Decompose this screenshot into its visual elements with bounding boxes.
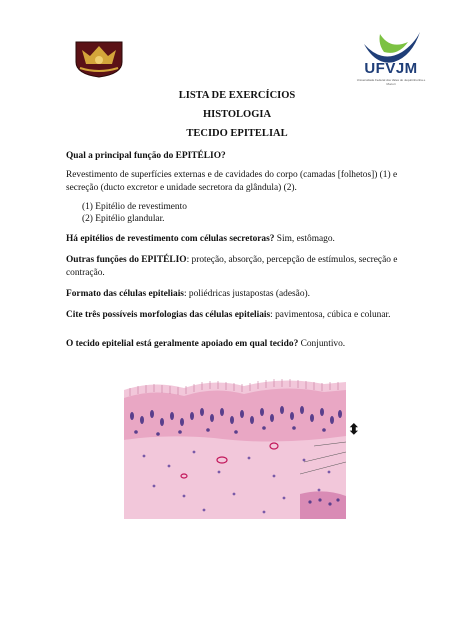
- answer-text: Conjuntivo.: [298, 339, 346, 349]
- university-crest-icon: [72, 40, 126, 78]
- logo-text: UFVJM: [364, 60, 418, 77]
- answer-text: Sim, estômago.: [274, 234, 335, 244]
- title-line: LISTA DE EXERCÍCIOS: [178, 90, 296, 101]
- title-line: HISTOLOGIA: [202, 109, 272, 120]
- question-text: Há epitélios de revestimento com células secretoras?: [66, 234, 275, 244]
- function-list: [82, 201, 416, 225]
- question-text: Formato das células epiteliais: [66, 289, 184, 299]
- exercise-body: [66, 150, 416, 359]
- histology-micrograph: [124, 376, 360, 519]
- logo-subtext: Universidade Federal dos Vales do Jequitinhonha e Mucuri: [356, 78, 426, 86]
- answer-text: : pavimentosa, cúbica e colunar.: [270, 310, 391, 320]
- svg-text:⬍: ⬍: [348, 423, 360, 438]
- question-text: Qual a principal função do EPITÉLIO?: [66, 151, 226, 161]
- list-item: (2) Epitélio glandular.: [82, 214, 165, 224]
- list-item: (1) Epitélio de revestimento: [82, 202, 187, 212]
- question-text: Outras funções do EPITÉLIO: [66, 255, 187, 265]
- answer-text: : proteção, absorção, percepção de estímulos, secreção e contração.: [66, 255, 398, 278]
- title-line: TECIDO EPITELIAL: [186, 128, 288, 139]
- answer-text: : poliédricas justapostas (adesão).: [183, 289, 310, 299]
- question-text: O tecido epitelial está geralmente apoiado em qual tecido?: [66, 339, 299, 349]
- answer-text: Revestimento de superfícies externas e de cavidades do corpo (camadas [folhetos]) (1) e secreção (ducto excretor e unidade secretora da glândula) (2).: [66, 170, 398, 193]
- document-titles: [0, 86, 474, 143]
- question-text: Cite três possíveis morfologias das células epiteliais: [66, 310, 271, 320]
